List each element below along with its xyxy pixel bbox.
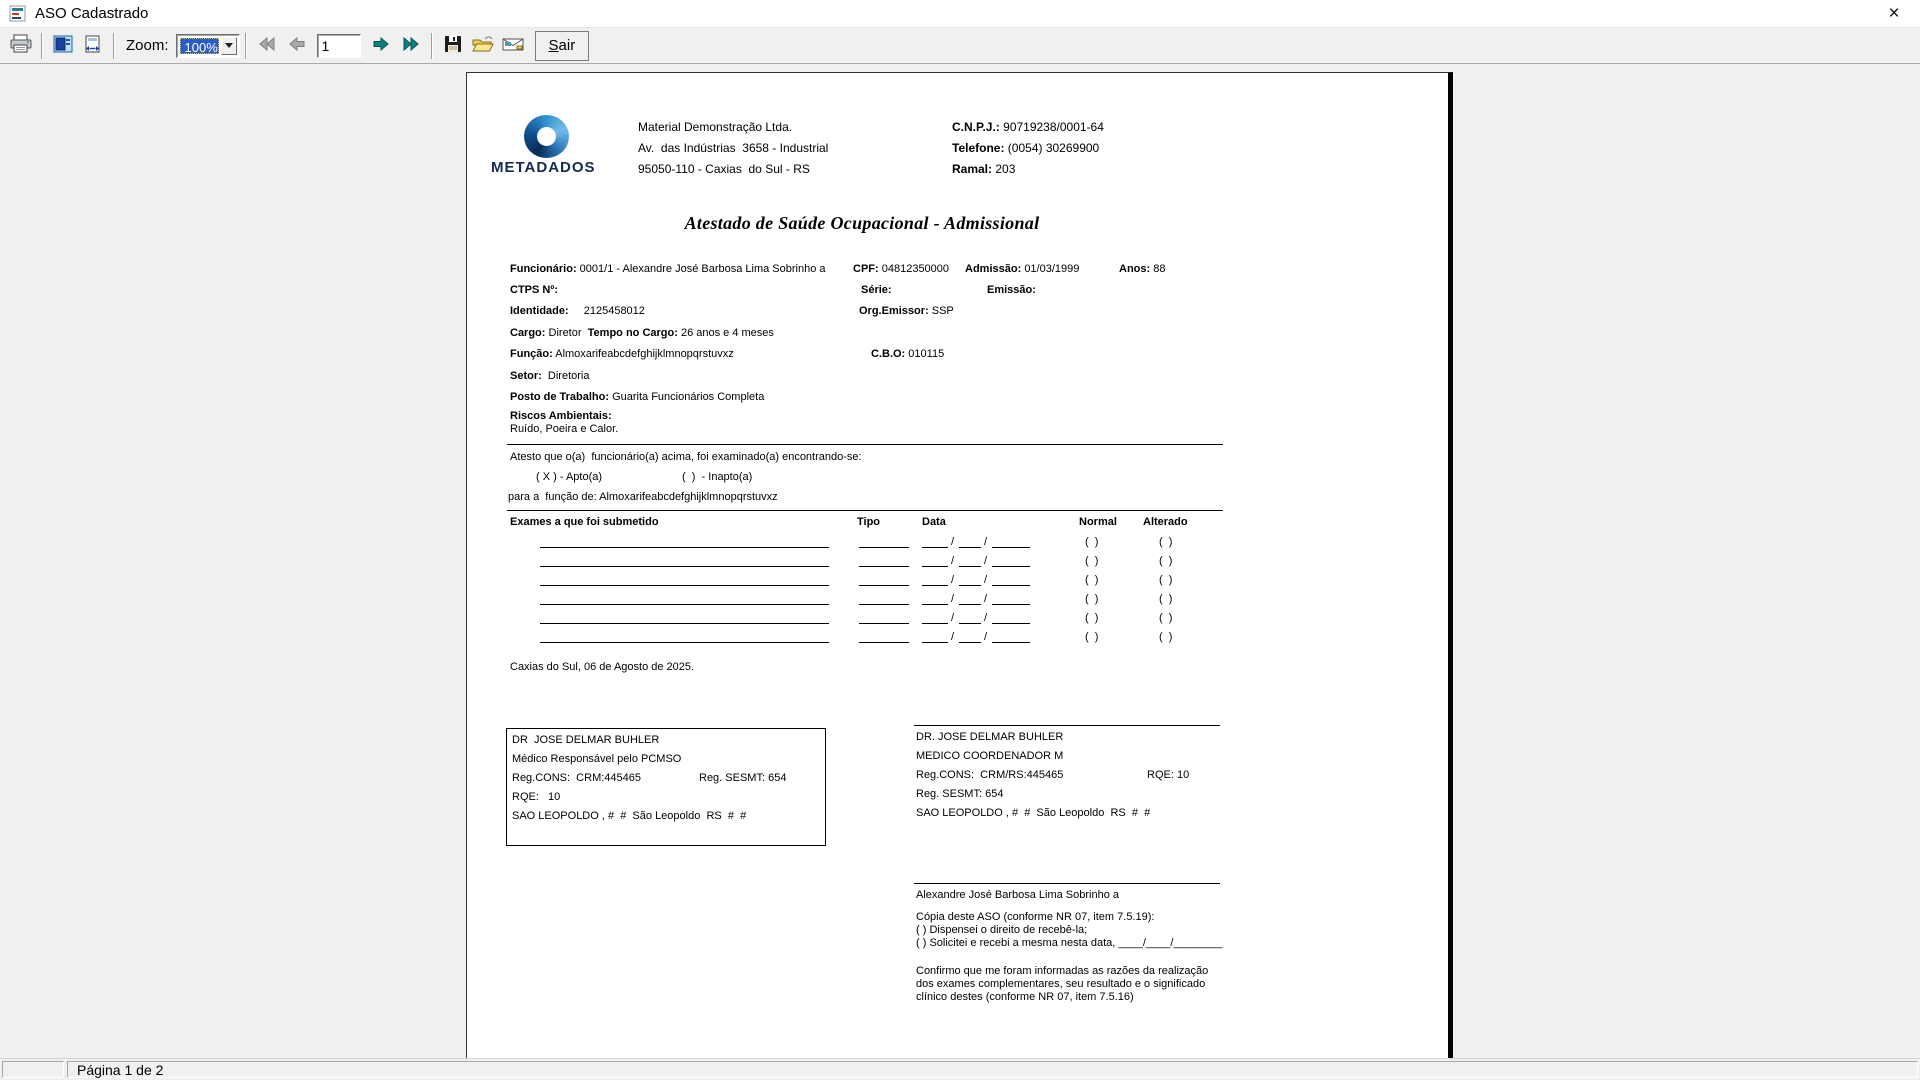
pcmso-reg: Reg.CONS: CRM:445465: [512, 772, 641, 784]
company-address2: 95050-110 - Caxias do Sul - RS: [638, 162, 810, 176]
copy-option-2: ( ) Solicitei e recebi a mesma nesta data, ____/____/________: [916, 937, 1223, 949]
riscos-value: Ruído, Poeira e Calor.: [510, 423, 619, 435]
signature-line: [914, 725, 1220, 726]
exam-table-row: / / ( ) ( ): [467, 573, 1448, 588]
logo-text: METADADOS: [491, 159, 596, 176]
page-number-input[interactable]: [317, 34, 361, 58]
attest-intro: Atesto que o(a) funcionário(a) acima, foi examinado(a) encontrando-se:: [510, 451, 862, 463]
last-page-icon: [402, 37, 420, 54]
first-page-icon: [258, 37, 276, 54]
cnpj-line: [952, 120, 1104, 134]
preview-area: [0, 64, 1920, 1058]
city-date-line: Caxias do Sul, 06 de Agosto de 2025.: [510, 661, 695, 673]
apto-option: ( X ) - Apto(a): [536, 471, 603, 483]
phone-label: Telefone:: [952, 141, 1005, 155]
exit-button[interactable]: [535, 31, 590, 61]
zoom-value: 100%: [180, 38, 219, 54]
company-name: Material Demonstração Ltda.: [638, 120, 793, 134]
open-folder-icon: [472, 35, 494, 56]
exam-table-row: / / ( ) ( ): [467, 630, 1448, 645]
confirm-line-2: dos exames complementares, seu resultado e o significado: [916, 978, 1206, 990]
window-title: ASO Cadastrado: [35, 5, 149, 22]
setor-line: Setor: Diretoria: [510, 370, 590, 382]
emissao-label: Emissão:: [987, 284, 1036, 296]
coord-sesmt: Reg. SESMT: 654: [916, 788, 1004, 800]
print-button[interactable]: [6, 32, 36, 60]
normal-header: Normal: [1079, 516, 1117, 528]
first-page-button[interactable]: [252, 32, 282, 60]
page-width-view-button[interactable]: [78, 32, 108, 60]
exam-table-row: / / ( ) ( ): [467, 554, 1448, 569]
cargo-line: Cargo: Diretor Tempo no Cargo: 26 anos e 4 meses: [510, 327, 774, 339]
pcmso-doctor-box: [506, 728, 826, 846]
export-mail-icon: [502, 36, 524, 55]
exit-accel: S: [548, 37, 559, 54]
cnpj-label: C.N.P.J.:: [952, 120, 1000, 134]
posto-line: Posto de Trabalho: Guarita Funcionários Completa: [510, 391, 765, 403]
cnpj-value: 90719238/0001-64: [1003, 120, 1104, 134]
divider-line: [507, 510, 1223, 511]
document-title: Atestado de Saúde Ocupacional - Admissional: [684, 213, 1040, 233]
pcmso-name: DR JOSE DELMAR BUHLER: [512, 734, 660, 746]
data-header: Data: [922, 516, 946, 528]
save-icon: [444, 35, 462, 56]
exams-header: Exames a que foi submetido: [510, 516, 659, 528]
confirm-line-3: clínico destes (conforme NR 07, item 7.5.16): [916, 991, 1134, 1003]
close-button[interactable]: [1868, 0, 1920, 28]
toolbar-separator: [245, 33, 247, 59]
page-view-icon: [53, 35, 73, 56]
next-page-button[interactable]: [366, 32, 396, 60]
titlebar: [0, 0, 1920, 28]
riscos-label: Riscos Ambientais:: [510, 410, 612, 422]
inapto-option: ( ) - Inapto(a): [682, 471, 753, 483]
admissao-line: Admissão: 01/03/1999: [965, 263, 1080, 275]
ramal-line: [952, 162, 1015, 176]
close-icon: ×: [1888, 3, 1900, 24]
toolbar-separator: [41, 33, 43, 59]
confirm-line-1: Confirmo que me foram informadas as razões da realização: [916, 965, 1209, 977]
orgemissor-line: Org.Emissor: SSP: [859, 305, 954, 317]
cpf-line: CPF: 04812350000: [853, 263, 950, 275]
zoom-label: Zoom:: [126, 37, 169, 54]
employee-sign-name: Alexandre José Barbosa Lima Sobrinho a: [916, 889, 1120, 901]
coord-city: SAO LEOPOLDO , # # São Leopoldo RS # #: [916, 807, 1151, 819]
report-page: [466, 72, 1453, 1058]
identidade-line: Identidade: 2125458012: [510, 305, 645, 317]
coord-role: MEDICO COORDENADOR M: [916, 750, 1064, 762]
coord-rqe: RQE: 10: [1147, 769, 1190, 781]
signature-line: [914, 883, 1220, 884]
open-button[interactable]: [468, 32, 498, 60]
statusbar-panel: [2, 1061, 64, 1078]
funcionario-line: Funcionário: 0001/1 - Alexandre José Barbosa Lima Sobrinho a: [510, 263, 826, 275]
copy-title: Cópia deste ASO (conforme NR 07, item 7.5.19):: [916, 911, 1155, 923]
save-button[interactable]: [438, 32, 468, 60]
last-page-button[interactable]: [396, 32, 426, 60]
divider-line: [507, 444, 1223, 445]
alterado-header: Alterado: [1143, 516, 1188, 528]
coord-reg: Reg.CONS: CRM/RS:445465: [916, 769, 1064, 781]
tipo-header: Tipo: [857, 516, 881, 528]
exam-table-row: / / ( ) ( ): [467, 535, 1448, 550]
pcmso-sesmt: Reg. SESMT: 654: [699, 772, 787, 784]
dropdown-arrow-icon[interactable]: [221, 37, 237, 55]
previous-page-icon: [288, 37, 306, 54]
exit-label: air: [558, 37, 576, 54]
exam-table-row: / / ( ) ( ): [467, 592, 1448, 607]
statusbar: [0, 1058, 1920, 1080]
exam-table-row: / / ( ) ( ): [467, 611, 1448, 626]
ctps-label: CTPS Nº:: [510, 284, 559, 296]
previous-page-button[interactable]: [282, 32, 312, 60]
pcmso-city: SAO LEOPOLDO , # # São Leopoldo RS # #: [512, 810, 747, 822]
printer-icon: [9, 34, 33, 57]
whole-page-view-button[interactable]: [48, 32, 78, 60]
cbo-line: C.B.O: 010115: [871, 348, 945, 360]
pcmso-role: Médico Responsável pelo PCMSO: [512, 753, 682, 765]
company-address1: Av. das Indústrias 3658 - Industrial: [638, 141, 829, 155]
ramal-value: 203: [995, 162, 1016, 176]
phone-value: (0054) 30269900: [1007, 141, 1100, 155]
toolbar-separator: [113, 33, 115, 59]
page-fit-icon: [83, 35, 103, 56]
coord-name: DR. JOSE DELMAR BUHLER: [916, 731, 1064, 743]
toolbar: [0, 28, 1920, 64]
statusbar-page-info: [67, 1061, 1918, 1078]
next-page-icon: [372, 37, 390, 54]
anos-line: Anos: 88: [1119, 263, 1166, 275]
phone-line: [952, 141, 1099, 155]
ramal-label: Ramal:: [952, 162, 993, 176]
copy-option-1: ( ) Dispensei o direito de recebê-la;: [916, 924, 1088, 936]
metadados-logo: [524, 115, 569, 158]
page-info-text: Página 1 de 2: [77, 1061, 164, 1078]
export-button[interactable]: [498, 32, 528, 60]
funcao-line: Função: Almoxarifeabcdefghijklmnopqrstuvxz: [510, 348, 734, 360]
report-icon: [9, 5, 26, 22]
serie-label: Série:: [861, 284, 892, 296]
pcmso-rqe: RQE: 10: [512, 791, 561, 803]
zoom-select[interactable]: [176, 34, 240, 58]
toolbar-separator: [431, 33, 433, 59]
attest-funcao-line: para a função de: Almoxarifeabcdefghijklmnopqrstuvxz: [508, 491, 778, 503]
